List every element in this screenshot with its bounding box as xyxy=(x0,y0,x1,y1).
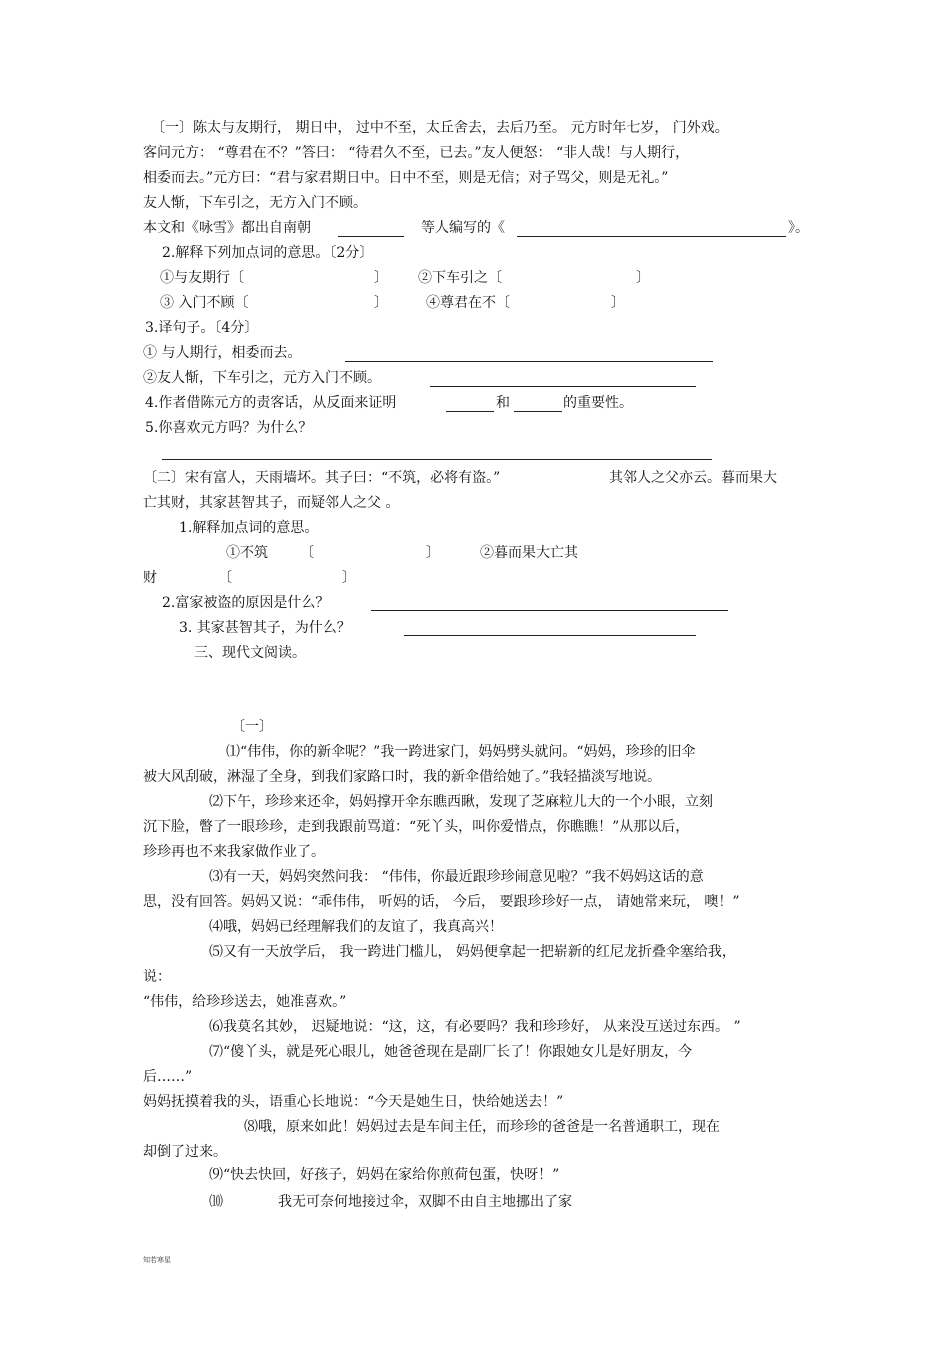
p2q2-question: 2.富家被盗的原因是什么？ xyxy=(162,595,330,611)
passage2-line-1b: 其邻人之父亦云。暮而果大 xyxy=(609,470,777,486)
q3-title: 3.译句子。〔4分〕 xyxy=(145,320,259,336)
q2-item-2: ②下车引之〔 xyxy=(418,270,502,286)
story-line-11: “伟伟，给珍珍送去，她准喜欢。” xyxy=(143,994,347,1010)
q3-answer-line-2[interactable] xyxy=(430,386,696,387)
passage1-line-3: 相委而去。”元方曰：“君与家君期日中。日中不至，则是无信；对子骂父，则是无礼。” xyxy=(143,170,669,186)
p2q1-title: 1.解释加点词的意思。 xyxy=(179,520,319,536)
q1-blank-1[interactable] xyxy=(338,236,404,237)
passage1-line-4: 友人惭，下车引之，无方入门不顾。 xyxy=(143,195,367,211)
q1-blank-2[interactable] xyxy=(517,236,786,237)
story-line-3: ⑵下午，珍珍来还伞，妈妈撑开伞东瞧西瞅，发现了芝麻粒儿大的一个小眼，立刻 xyxy=(209,794,713,810)
q2-item-2-close: 〕 xyxy=(636,270,650,286)
story-line-14: 后……” xyxy=(143,1069,193,1085)
story-line-9: ⑸又有一天放学后， 我一跨进门槛儿， 妈妈便拿起一把崭新的红尼龙折叠伞塞给我， xyxy=(209,944,736,960)
p2q3-answer-line[interactable] xyxy=(404,635,696,636)
p2q1-item-1: ①不筑 xyxy=(226,545,268,561)
q2-item-4: ④尊君在不〔 xyxy=(426,295,510,311)
p2q1-item-2-cont: 财 xyxy=(143,570,157,586)
story-line-8: ⑷哦，妈妈已经理解我们的友谊了，我真高兴！ xyxy=(209,919,503,935)
story-label: 〔一〕 xyxy=(231,719,273,735)
story-line-16: ⑻哦，原来如此！妈妈过去是车间主任，而珍珍的爸爸是一名普通职工，现在 xyxy=(244,1119,720,1135)
footer-text: 知若寒星 xyxy=(143,1256,171,1264)
q1-text-a: 本文和《咏雪》都出自南朝 xyxy=(143,220,311,236)
q3-sentence-1: ① 与人期行，相委而去。 xyxy=(143,345,302,361)
q2-item-3-close: 〕 xyxy=(374,295,388,311)
q5-question: 5.你喜欢元方吗？为什么？ xyxy=(145,420,313,436)
p2q3-question: 3. 其家甚智其子，为什么？ xyxy=(179,620,351,636)
story-line-2: 被大风刮破，淋湿了全身，到我们家路口时，我的新伞借给她了。”我轻描淡写地说。 xyxy=(143,769,662,785)
q3-sentence-2: ②友人惭，下车引之，元方入门不顾。 xyxy=(143,370,381,386)
passage2-line-1a: 〔二〕宋有富人，天雨墙坏。其子曰：“不筑，必将有盗。” xyxy=(143,470,501,486)
p2q1-item-2-close: 〕 xyxy=(342,570,356,586)
p2q2-answer-line[interactable] xyxy=(371,610,728,611)
p2q1-item-2-open: 〔 xyxy=(218,570,232,586)
story-line-15: 妈妈抚摸着我的头，语重心长地说：“今天是她生日，快给她送去！” xyxy=(143,1094,564,1110)
p2q1-item-2: ②暮而果大亡其 xyxy=(480,545,578,561)
story-line-19-number: ⑽ xyxy=(209,1194,223,1210)
story-line-17: 却倒了过来。 xyxy=(143,1144,227,1160)
q5-answer-line[interactable] xyxy=(162,459,712,460)
story-line-12: ⑹我莫名其妙， 迟疑地说：“这，这，有必要吗？我和珍珍好， 从来没互送过东西。 ” xyxy=(209,1019,741,1035)
section-3-heading: 三、现代文阅读。 xyxy=(194,645,306,661)
q1-text-b: 等人编写的《 xyxy=(421,220,505,236)
q2-title: 2.解释下列加点词的意思。〔2分〕 xyxy=(162,245,374,261)
story-line-7: 思，没有回答。妈妈又说：“乖伟伟， 听妈的话， 今后， 要跟珍珍好一点， 请她常来玩， 噢！” xyxy=(143,894,740,910)
story-line-13: ⑺“傻丫头，就是死心眼儿，她爸爸现在是副厂长了！你跟她女儿是好朋友，今 xyxy=(209,1044,693,1060)
story-line-5: 珍珍再也不来我家做作业了。 xyxy=(143,844,325,860)
story-line-10: 说： xyxy=(143,969,171,985)
passage2-line-2: 亡其财，其家甚智其子，而疑邻人之父 。 xyxy=(143,495,400,511)
q1-text-c: 》。 xyxy=(788,220,809,236)
q2-item-4-close: 〕 xyxy=(611,295,625,311)
story-line-19: 我无可奈何地接过伞，双脚不由自主地挪出了家 xyxy=(278,1194,572,1210)
story-line-1: ⑴“伟伟，你的新伞呢？”我一跨进家门，妈妈劈头就问。“妈妈，珍珍的旧伞 xyxy=(226,744,696,760)
q4-text-b: 和 xyxy=(496,395,510,411)
q4-text-c: 的重要性。 xyxy=(563,395,633,411)
story-line-18: ⑼“快去快回，好孩子，妈妈在家给你煎荷包蛋，快呀！” xyxy=(209,1167,560,1183)
passage1-line-1: 〔一〕陈太与友期行， 期日中， 过中不至，太丘舍去，去后乃至。 元方时年七岁， 门外戏。 xyxy=(151,120,729,136)
q4-blank-1[interactable] xyxy=(446,411,494,412)
q4-text-a: 4.作者借陈元方的责客话，从反面来证明 xyxy=(145,395,397,411)
p2q1-item-1-open: 〔 xyxy=(300,545,314,561)
q2-item-3: ③ 入门不顾〔 xyxy=(160,295,249,311)
q2-item-1: ①与友期行〔 xyxy=(160,270,244,286)
passage1-line-2: 客问元方： “尊君在不？”答曰： “待君久不至，已去。”友人便怒： “非人哉！与人期行， xyxy=(143,145,690,161)
story-line-4: 沉下脸，瞥了一眼珍珍，走到我跟前骂道：“死丫头，叫你爱惜点，你瞧瞧！”从那以后， xyxy=(143,819,690,835)
q4-blank-2[interactable] xyxy=(514,411,562,412)
p2q1-item-1-close: 〕 xyxy=(426,545,440,561)
q3-answer-line-1[interactable] xyxy=(345,361,713,362)
story-line-6: ⑶有一天，妈妈突然问我： “伟伟，你最近跟珍珍闹意见啦？”我不妈妈这话的意 xyxy=(209,869,704,885)
q2-item-1-close: 〕 xyxy=(374,270,388,286)
